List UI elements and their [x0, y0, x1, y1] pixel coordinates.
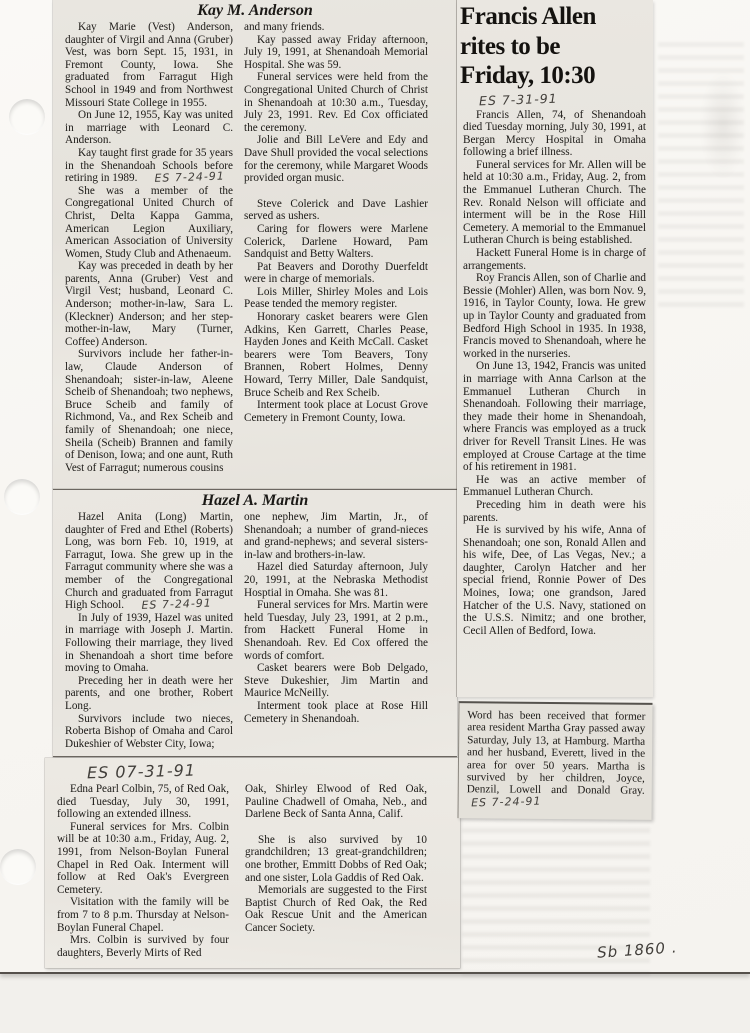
hole-punch-bottom	[0, 849, 36, 885]
obituary-paragraph: Hazel Anita (Long) Martin, daughter of Fred and Ethel (Roberts) Long, was born Feb. 10, 1919, at Farragut, Iowa. She grew up in the Farragut community where she was a member of the Congregational Church and graduated from Farragut High School. ES 7-24-91	[65, 511, 233, 613]
obituary-paragraph: Visitation with the family will be from 7 to 8 p.m. Thursday at Nelson-Boylan Funeral Chapel.	[57, 896, 229, 934]
obituary-paragraph: On June 12, 1955, Kay was united in marriage with Leonard C. Anderson.	[65, 109, 233, 147]
obituary-paragraph: Survivors include two nieces, Roberta Bishop of Omaha and Carol Dukeshier of Webster City, Iowa;	[65, 712, 233, 750]
obituary-clipping-edna-colbin	[45, 758, 460, 968]
handwritten-date-annotation: ES 7-31-91	[478, 90, 558, 108]
obituary-paragraph: Funeral services were held from the Congregational United Church of Christ in Shenandoah at 10:30 a.m., Tuesday, July 23, 1991. Rev. Ed Cox officiated the ceremony.	[244, 71, 428, 134]
obituary-paragraph: Kay was preceded in death by her parents, Anna (Gruber) Vest and Virgil Vest; husband, Leonard C. Anderson; mother-in-law, Sara L. (Kleckner) Anderson; and her step-mother-in-law, Mary (Turner, Coffee) Anderson.	[65, 260, 233, 348]
obituary-paragraph: Survivors include her father-in-law, Claude Anderson of Shenandoah; sister-in-law, Aleene Scheib of Shenandoah; two nephews, Bruce Scheib and family of Richmond, Va., and Rex Scheib and family of Shenandoah; one niece, Sheila (Scheib) Brannen and family of Denison, Iowa; and one aunt, Ruth Vest of Farragut; numerous cousins	[65, 348, 233, 474]
obituary-paragraph: Francis Allen, 74, of Shenandoah died Tuesday morning, July 30, 1991, at Bergan Mercy Hospital in Omaha following a brief illness.	[463, 108, 646, 159]
obituary-clipping-kay-anderson	[53, 0, 457, 489]
handwritten-date-annotation: ES 7-24-91	[150, 169, 226, 186]
obituary-column-left	[57, 783, 229, 959]
obituary-column-left	[65, 21, 233, 474]
obituary-columns	[53, 21, 457, 474]
obituary-paragraph: Jolie and Bill LeVere and Edy and Dave Shull provided the vocal selections for the ceremony, while Margaret Woods provided organ music.	[244, 134, 428, 185]
handwritten-date-annotation: ES 07-31-91	[86, 760, 197, 783]
obituary-paragraph: Hazel died Saturday afternoon, July 20, 1991, at the Nebraska Methodist Hosptial in Omaha. She was 81.	[244, 561, 428, 599]
obituary-column-single	[457, 109, 651, 638]
obituary-columns	[45, 758, 460, 959]
obituary-paragraph: Pat Beavers and Dorothy Duerfeldt were in charge of memorials.	[244, 260, 428, 286]
obituary-paragraph: Kay Marie (Vest) Anderson, daughter of Virgil and Anna (Gruber) Vest, was born Sept. 15, 1931, in Fremont County, Iowa. She graduated from Farragut High School in 1949 and from Northwest Missouri State College in 1955.	[65, 21, 233, 109]
obituary-paragraph: On June 13, 1942, Francis was united in marriage with Anna Carlson at the Emmanuel Lutheran Church in Shenandoah. Following their marriage, they made their home in Shenandoah, where Francis was employed as a truck driver for Revell Transit Lines. He was employed at Crouse Cartage at the time of his retirement in 1981.	[463, 360, 646, 474]
obituary-paragraph: Preceding him in death were his parents.	[463, 498, 646, 524]
obituary-paragraph: He was an active member of Emmanuel Lutheran Church.	[463, 473, 646, 499]
headline-line: Friday, 10:30	[460, 62, 596, 89]
obituary-clipping-hazel-martin	[53, 489, 457, 757]
obituary-paragraph: Kay passed away Friday afternoon, July 19, 1991, at Shenandoah Memorial Hospital. She was 59.	[244, 33, 428, 71]
obituary-headline-francis-allen	[457, 0, 653, 91]
handwritten-date-annotation: ES 7-24-91	[136, 596, 213, 613]
obituary-paragraph: Interment took place at Locust Grove Cemetery in Fremont County, Iowa.	[244, 399, 428, 424]
obituary-columns	[53, 511, 457, 750]
news-clipping-martha-gray	[457, 701, 652, 820]
obituary-paragraph: He is survived by his wife, Anna of Shenandoah; one son, Ronald Allen and his wife, Dee, of Las Vegas, Nev.; a daughter, Carolyn Hatcher and her special friend, Ronnie Power of Des Moines, Iowa; one grandson, Jared Hatcher of the U.S. Navy, stationed on the U.S.S. Nimitz; and one brother, Cecil Allen of Bedford, Iowa.	[463, 524, 646, 637]
hole-punch-top	[9, 99, 45, 135]
obituary-clipping-francis-allen	[457, 0, 653, 697]
obituary-paragraph: Funeral services for Mrs. Colbin will be at 10:30 a.m., Friday, Aug. 2, 1991, from Nelson-Boylan Funeral Chapel in Red Oak. Interment will follow at Red Oak's Evergreen Cemetery.	[57, 820, 229, 896]
obituary-paragraph: Interment took place at Rose Hill Cemetery in Shenandoah.	[244, 699, 428, 725]
headline-line: rites to be	[460, 32, 561, 60]
obituary-paragraph: Word has been received that former area resident Martha Gray passed away Saturday, July 13, at Hamburg. Martha and her husband, Everett, lived in the area for over 50 years. Martha is survived by her children, Joyce, Denzil, Lowell and Donald Gray. ES 7-24-91	[466, 709, 646, 810]
obituary-paragraph: Hackett Funeral Home is in charge of arrangements.	[463, 247, 646, 272]
headline-line: Francis Allen	[460, 3, 596, 30]
obituary-paragraph: Oak, Shirley Elwood of Red Oak, Pauline Chadwell of Omaha, Neb., and Darlene Beck of Santa Anna, Calif.	[245, 783, 427, 821]
obituary-paragraph: Mrs. Colbin is survived by four daughters, Beverly Mirts of Red	[57, 934, 229, 959]
obituary-paragraph: Roy Francis Allen, son of Charlie and Bessie (Mohler) Allen, was born Nov. 9, 1916, in Taylor County, Iowa. He grew up in Taylor County and graduated from Bedford High School in 1935. In 1938, Francis moved to Shenandoah, where he worked in the nurseries.	[463, 272, 646, 360]
hole-punch-middle	[4, 479, 40, 515]
obituary-paragraph: one nephew, Jim Martin, Jr., of Shenandoah; a number of grand-nieces and grand-nephews; and several sisters-in-law and brothers-in-law.	[244, 511, 428, 561]
obituary-paragraph: Funeral services for Mr. Allen will be held at 10:30 a.m., Friday, Aug. 2, from the Emmanuel Lutheran Church. The Rev. Ronald Nelson will officiate and interment will be in the Rose Hill Cemetery. A memorial to the Emmanuel Lutheran Church is being established.	[463, 158, 646, 247]
obituary-column-right	[244, 511, 428, 750]
obituary-paragraph: Casket bearers were Bob Delgado, Steve Dukeshier, Jim Martin and Maurice McNeilly.	[244, 662, 428, 700]
obituary-paragraph: She was a member of the Congregational United Church of Christ, Delta Kappa Gamma, American Legion Auxiliary, American Association of University Women, Study Club and Athenaeum.	[65, 184, 233, 260]
obituary-paragraph: Lois Miller, Shirley Moles and Lois Pease tended the memory register.	[244, 285, 428, 311]
obituary-paragraph: Honorary casket bearers were Glen Adkins, Ken Garrett, Charles Pease, Hayden Jones and Keith McCall. Casket bearers were Tom Beavers, Tony Brannen, Robert Holmes, Denny Howard, Terry Miller, Dale Sandquist, Bruce Scheib and Rex Scheib.	[244, 311, 428, 399]
obituary-column-left	[65, 511, 233, 750]
obituary-paragraph: Caring for flowers were Marlene Colerick, Darlene Howard, Pam Sandquist and Betty Walters.	[244, 222, 428, 261]
obituary-title-hazel-martin: Hazel A. Martin	[201, 492, 309, 509]
obituary-paragraph: Preceding her in death were her parents, and one brother, Robert Long.	[65, 674, 233, 712]
news-paragraph-container	[459, 703, 653, 810]
obituary-column-right	[245, 783, 427, 959]
obituary-paragraph: She is also survived by 10 grandchildren; 13 great-grandchildren; one brother, Emmitt Dobbs of Red Oak; and one sister, Lola Gaddis of Red Oak.	[245, 833, 427, 884]
obituary-paragraph: Edna Pearl Colbin, 75, of Red Oak, died Tuesday, July 30, 1991, following an extended illness.	[57, 783, 229, 821]
obituary-paragraph: Memorials are suggested to the First Baptist Church of Red Oak, the Red Oak Rescue Unit and the American Cancer Society.	[245, 884, 427, 934]
obituary-title-kay-anderson: Kay M. Anderson	[197, 2, 313, 19]
handwritten-date-annotation: ES 7-24-91	[466, 794, 542, 810]
handwritten-catalog-number: Sb 1860 .	[596, 938, 679, 962]
obituary-column-right	[244, 21, 428, 474]
obituary-paragraph: Steve Colerick and Dave Lashier served as ushers.	[244, 197, 428, 223]
obituary-paragraph: In July of 1939, Hazel was united in marriage with Joseph J. Martin. Following their marriage, they lived in Shenandoah a short time before moving to Omaha.	[65, 611, 233, 675]
obituary-paragraph: Funeral services for Mrs. Martin were held Tuesday, July 23, 1991, at 2 p.m., from Hackett Funeral Home in Shenandoah. Rev. Ed Cox offered the words of comfort.	[244, 599, 428, 662]
obituary-paragraph: and many friends.	[244, 21, 325, 33]
obituary-paragraph: Kay taught first grade for 35 years in the Shenandoah Schools before retiring in 1989. ES 7-24-91	[65, 146, 233, 186]
